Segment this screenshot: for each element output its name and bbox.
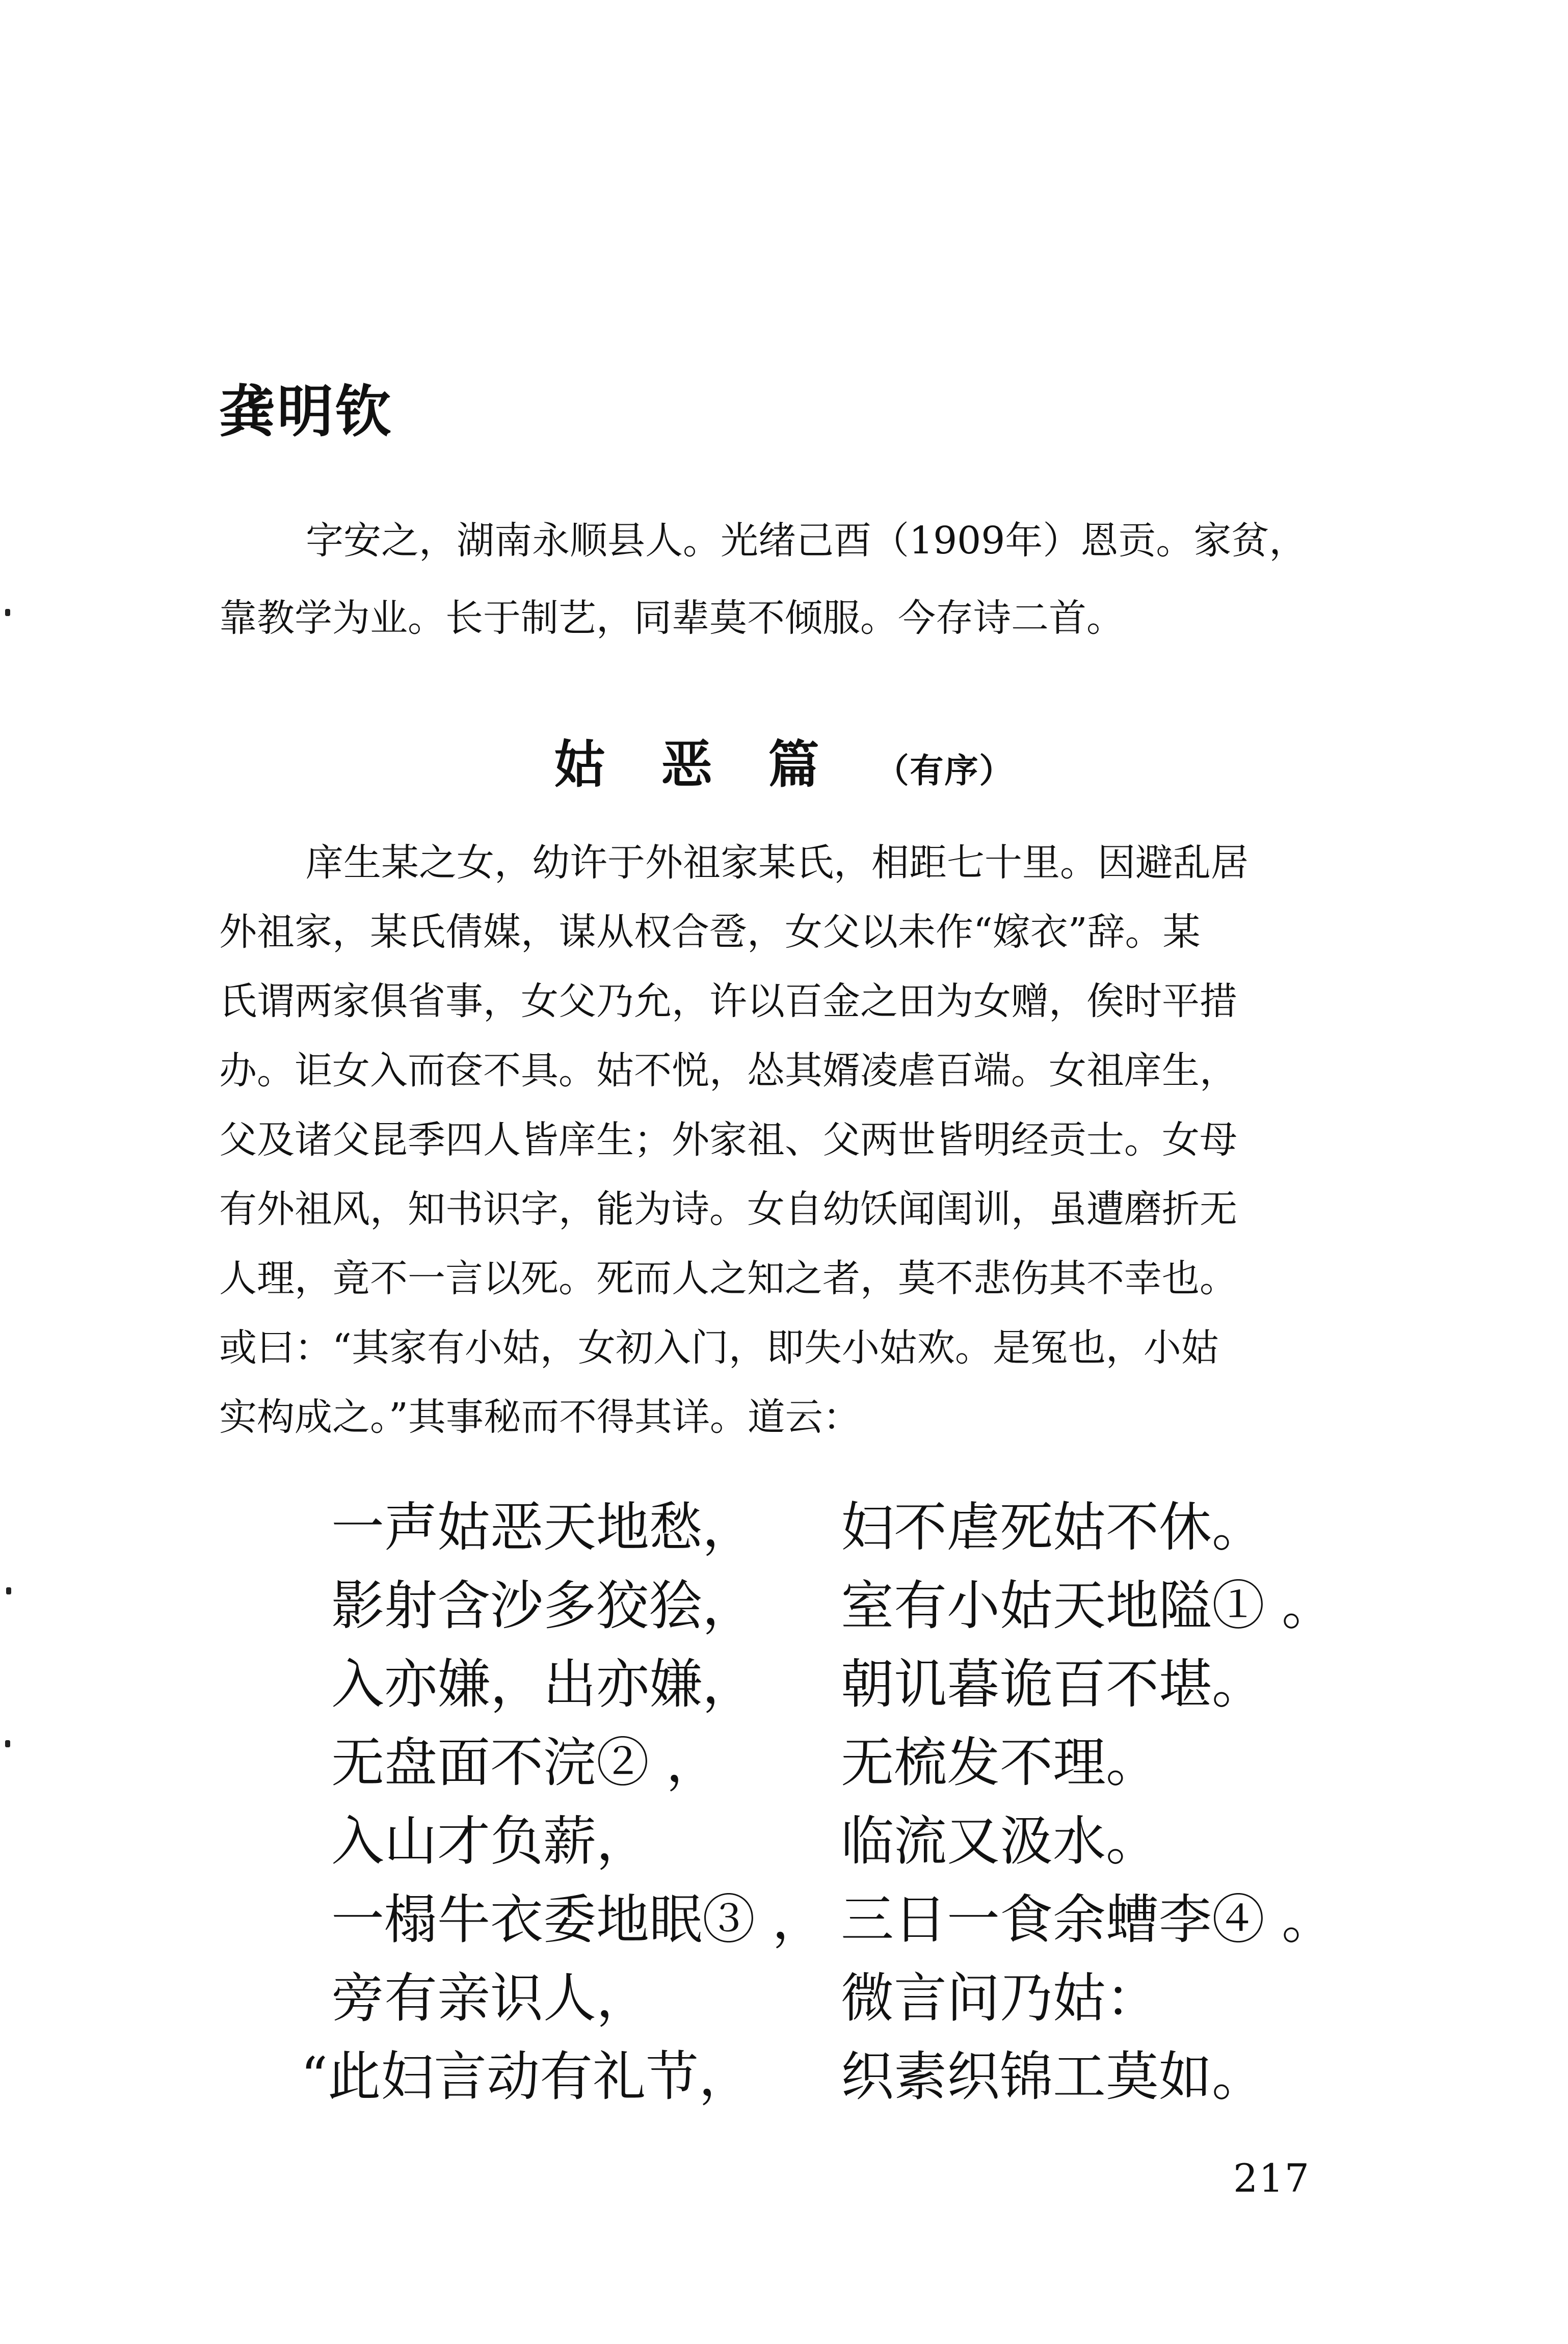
preface-line: 实构成之。”其事秘而不得其详。道云：	[219, 1395, 861, 1439]
preface-line: 办。讵女入而奁不具。姑不悦，怂其婿凌虐百端。女祖庠生，	[219, 1049, 1237, 1093]
author-bio	[219, 502, 1406, 657]
poem-heading	[0, 724, 1568, 797]
poem-line-left: 一榻牛衣委地眠③ ，	[331, 1888, 826, 1951]
preface-line: 父及诸父昆季四人皆庠生；外家祖、父两世皆明经贡士。女母	[219, 1118, 1237, 1162]
scan-speck	[5, 1740, 10, 1747]
poem-couplet	[331, 1802, 1452, 1880]
bio-line: 字安之，湖南永顺县人。光绪己酉（1909年）恩贡。家贫，	[306, 519, 1307, 563]
preface-line: 人理，竟不一言以死。死而人之知之者，莫不悲伤其不幸也。	[219, 1257, 1237, 1300]
preface-line: 氏谓两家俱省事，女父乃允，许以百金之田为女赠，俟时平措	[219, 979, 1237, 1023]
preface-line: 外祖家，某氏倩媒，谋从权合卺，女父以未作“嫁衣”辞。某	[219, 910, 1201, 954]
poem-preface	[219, 828, 1406, 1452]
poem-subtitle: （有序）	[875, 751, 1014, 790]
scan-speck	[6, 1587, 11, 1594]
bio-line: 靠教学为业。长于制艺，同辈莫不倾服。今存诗二首。	[219, 596, 1124, 640]
poem-line-left: 影射含沙多狡狯，	[331, 1575, 756, 1637]
poem-line-left: 旁有亲识人，	[331, 1967, 650, 2029]
poem-line-right: 朝讥暮诡百不堪。	[841, 1653, 1265, 1715]
poem-line-right: 无梳发不理。	[841, 1732, 1159, 1794]
poem-line-left: 一声姑恶天地愁，	[331, 1496, 756, 1558]
poem-line-left: 无盘面不浣② ，	[331, 1732, 720, 1794]
author-name: 龚明钦	[219, 379, 393, 444]
poem-body	[301, 1488, 1452, 2116]
poem-line-right: 三日一食余螬李④ 。	[841, 1888, 1335, 1951]
poem-line-right: 微言问乃姑：	[841, 1967, 1159, 2029]
poem-line-right: 妇不虐死姑不休。	[841, 1496, 1265, 1558]
poem-couplet	[331, 1566, 1452, 1645]
poem-couplet	[301, 2037, 1452, 2116]
poem-line-right: 织素织锦工莫如。	[841, 2045, 1265, 2108]
poem-title: 姑恶篇	[554, 735, 875, 794]
poem-line-left: 入山才负薪，	[331, 1810, 650, 1872]
poem-line-right: 室有小姑天地隘① 。	[841, 1575, 1335, 1637]
poem-line-right: 临流又汲水。	[841, 1810, 1159, 1872]
poem-couplet	[331, 1645, 1452, 1723]
poem-couplet	[331, 1723, 1452, 1802]
preface-line: 庠生某之女，幼许于外祖家某氏，相距七十里。因避乱居	[306, 841, 1248, 885]
poem-couplet	[331, 1488, 1452, 1566]
page-number: 217	[1233, 2155, 1311, 2201]
scan-speck	[5, 609, 10, 616]
poem-line-left: 入亦嫌，出亦嫌，	[331, 1653, 756, 1715]
poem-couplet	[331, 1880, 1452, 1959]
poem-line-left: “此妇言动有礼节，	[301, 2045, 752, 2108]
preface-line: 或曰：“其家有小姑，女初入门，即失小姑欢。是冤也，小姑	[219, 1326, 1219, 1370]
poem-couplet	[331, 1959, 1452, 2037]
preface-line: 有外祖风，知书识字，能为诗。女自幼饫闻闺训，虽遭磨折无	[219, 1187, 1237, 1231]
